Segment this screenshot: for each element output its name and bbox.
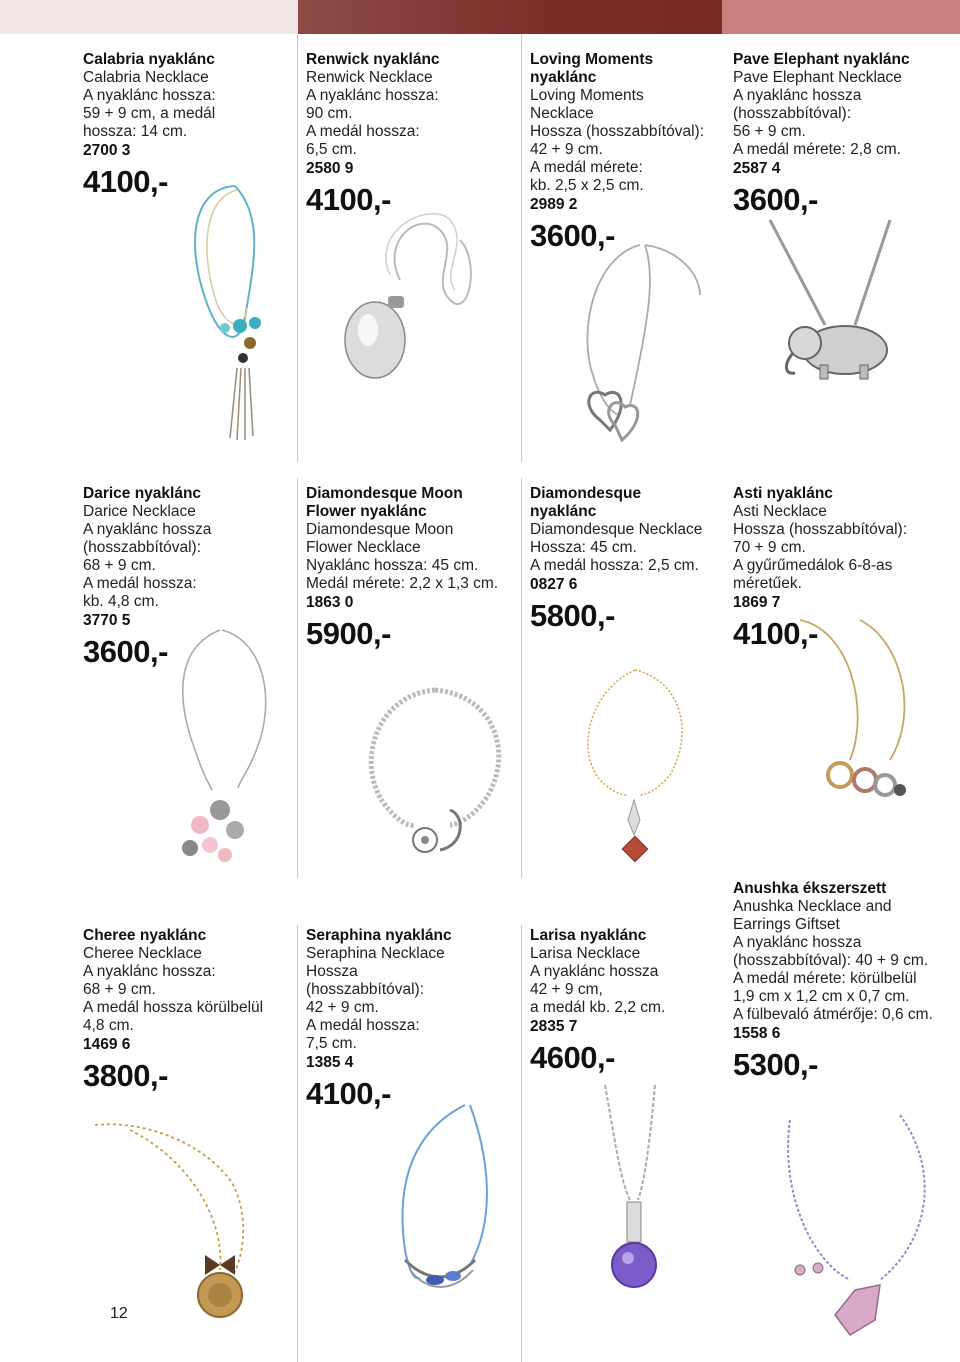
product-price: 3800,- [83,1058,168,1093]
pave-elephant-necklace-image [765,215,915,385]
product-detail: A medál hossza: [306,1017,420,1034]
product-detail: Flower Necklace [306,539,421,556]
product-detail: Darice Necklace [83,503,196,520]
product-code: 3770 5 [83,612,131,629]
product-code: 2989 2 [530,196,578,213]
column-divider [297,925,298,1362]
column-divider [521,478,522,878]
product-detail: 1,9 cm x 1,2 cm x 0,7 cm. [733,988,910,1005]
product-code: 1869 7 [733,594,781,611]
product-detail: A medál hossza körülbelül [83,999,264,1016]
band-dark [298,0,722,34]
product-detail: Necklace [530,105,594,122]
band-light [0,0,298,34]
product-name: Loving Moments [530,51,654,68]
product-detail: 42 + 9 cm. [306,999,379,1016]
product-diamondesque [530,485,740,635]
product-code: 0827 6 [530,576,578,593]
product-price: 5300,- [733,1047,818,1082]
product-detail: 59 + 9 cm, a medál [83,105,216,122]
product-loving-moments [530,51,740,255]
product-detail: méretűek. [733,575,802,592]
product-detail: Earrings Giftset [733,916,840,933]
product-moon-flower [306,485,516,653]
column-divider [521,34,522,462]
product-price: 4100,- [83,164,168,199]
product-detail: Calabria Necklace [83,69,209,86]
product-detail: A nyaklánc hossza [733,934,862,951]
asti-necklace-image [790,610,940,830]
product-detail: 70 + 9 cm. [733,539,806,556]
product-detail: a medál kb. 2,2 cm. [530,999,666,1016]
larisa-necklace-image [590,1080,680,1300]
product-price: 4600,- [530,1040,615,1075]
product-detail: A nyaklánc hossza [733,87,862,104]
product-price: 5800,- [530,598,615,633]
product-detail: A medál mérete: körülbelül [733,970,917,987]
product-detail: Nyaklánc hossza: 45 cm. [306,557,479,574]
product-name: Flower nyaklánc [306,503,427,520]
product-detail: A medál hossza: 2,5 cm. [530,557,699,574]
diamondesque-necklace-image [570,660,700,880]
product-name: Calabria nyaklánc [83,51,215,68]
product-detail: 56 + 9 cm. [733,123,806,140]
product-detail: 42 + 9 cm, [530,981,603,998]
product-code: 1558 6 [733,1025,781,1042]
product-detail: Hossza (hosszabbítóval): [733,521,908,538]
product-code: 2587 4 [733,160,781,177]
product-detail: 68 + 9 cm. [83,981,156,998]
product-detail: Diamondesque Necklace [530,521,703,538]
product-detail: A fülbevaló átmérője: 0,6 cm. [733,1006,933,1023]
product-detail: 90 cm. [306,105,353,122]
product-code: 1385 4 [306,1054,354,1071]
product-pave-elephant [733,51,943,219]
product-name: nyaklánc [530,503,597,520]
product-detail: A medál mérete: [530,159,643,176]
product-detail: Loving Moments [530,87,644,104]
product-detail: 4,8 cm. [83,1017,134,1034]
product-code: 1863 0 [306,594,354,611]
product-detail: Seraphina Necklace [306,945,445,962]
product-detail: A gyűrűmedálok 6-8-as [733,557,893,574]
product-name: Asti nyaklánc [733,485,833,502]
product-name: Diamondesque [530,485,642,502]
product-name: Renwick nyaklánc [306,51,440,68]
product-price: 5900,- [306,616,391,651]
loving-moments-necklace-image [560,235,720,465]
column-divider [297,478,298,878]
product-code: 1469 6 [83,1036,131,1053]
product-detail: 6,5 cm. [306,141,357,158]
band-mid [722,0,960,34]
product-detail: hossza: 14 cm. [83,123,188,140]
product-detail: Larisa Necklace [530,945,641,962]
product-detail: Medál mérete: 2,2 x 1,3 cm. [306,575,499,592]
page-number: 12 [110,1305,128,1322]
cheree-necklace-image [80,1110,290,1320]
product-detail: A nyaklánc hossza: [306,87,439,104]
product-name: Larisa nyaklánc [530,927,647,944]
product-detail: A medál mérete: 2,8 cm. [733,141,901,158]
product-detail: A medál hossza: [83,575,197,592]
product-name: nyaklánc [530,69,597,86]
product-price: 3600,- [83,634,168,669]
product-cheree [83,927,293,1095]
product-detail: kb. 2,5 x 2,5 cm. [530,177,644,194]
product-price: 3600,- [530,218,615,253]
product-detail: Hossza (hosszabbítóval): [530,123,705,140]
product-detail: (hosszabbítóval): [83,539,202,556]
product-seraphina [306,927,516,1113]
product-detail: Diamondesque Moon [306,521,454,538]
product-detail: 68 + 9 cm. [83,557,156,574]
product-detail: A nyaklánc hossza: [83,963,216,980]
product-anushka [733,880,943,1084]
product-detail: (hosszabbítóval): [733,105,852,122]
calabria-necklace-image [165,178,285,458]
product-detail: (hosszabbítóval): [306,981,425,998]
anushka-set-image [770,1110,950,1360]
product-code: 2835 7 [530,1018,578,1035]
product-detail: Hossza [306,963,358,980]
product-price: 3600,- [733,182,818,217]
product-detail: A nyaklánc hossza [83,521,212,538]
product-detail: Pave Elephant Necklace [733,69,902,86]
product-detail: A nyaklánc hossza [530,963,659,980]
product-detail: A medál hossza: [306,123,420,140]
product-name: Pave Elephant nyaklánc [733,51,910,68]
product-name: Cheree nyaklánc [83,927,207,944]
product-detail: Asti Necklace [733,503,827,520]
darice-necklace-image [150,610,290,870]
renwick-necklace-image [330,200,490,400]
product-detail: Cheree Necklace [83,945,202,962]
product-detail: Renwick Necklace [306,69,433,86]
product-name: Diamondesque Moon [306,485,463,502]
product-renwick [306,51,516,219]
product-larisa [530,927,740,1077]
product-detail: Anushka Necklace and [733,898,892,915]
product-code: 2700 3 [83,142,131,159]
product-detail: kb. 4,8 cm. [83,593,159,610]
product-name: Anushka ékszerszett [733,880,887,897]
seraphina-necklace-image [355,1100,515,1300]
product-detail: A nyaklánc hossza: [83,87,216,104]
product-detail: Hossza: 45 cm. [530,539,637,556]
moon-flower-necklace-image [355,675,515,875]
product-name: Seraphina nyaklánc [306,927,452,944]
column-divider [521,925,522,1362]
top-color-band [0,0,960,34]
product-price: 4100,- [733,616,818,651]
product-detail: 42 + 9 cm. [530,141,603,158]
product-code: 2580 9 [306,160,354,177]
product-price: 4100,- [306,182,391,217]
product-detail: (hosszabbítóval): 40 + 9 cm. [733,952,929,969]
product-detail: 7,5 cm. [306,1035,357,1052]
product-name: Darice nyaklánc [83,485,202,502]
column-divider [297,34,298,462]
product-price: 4100,- [306,1076,391,1111]
